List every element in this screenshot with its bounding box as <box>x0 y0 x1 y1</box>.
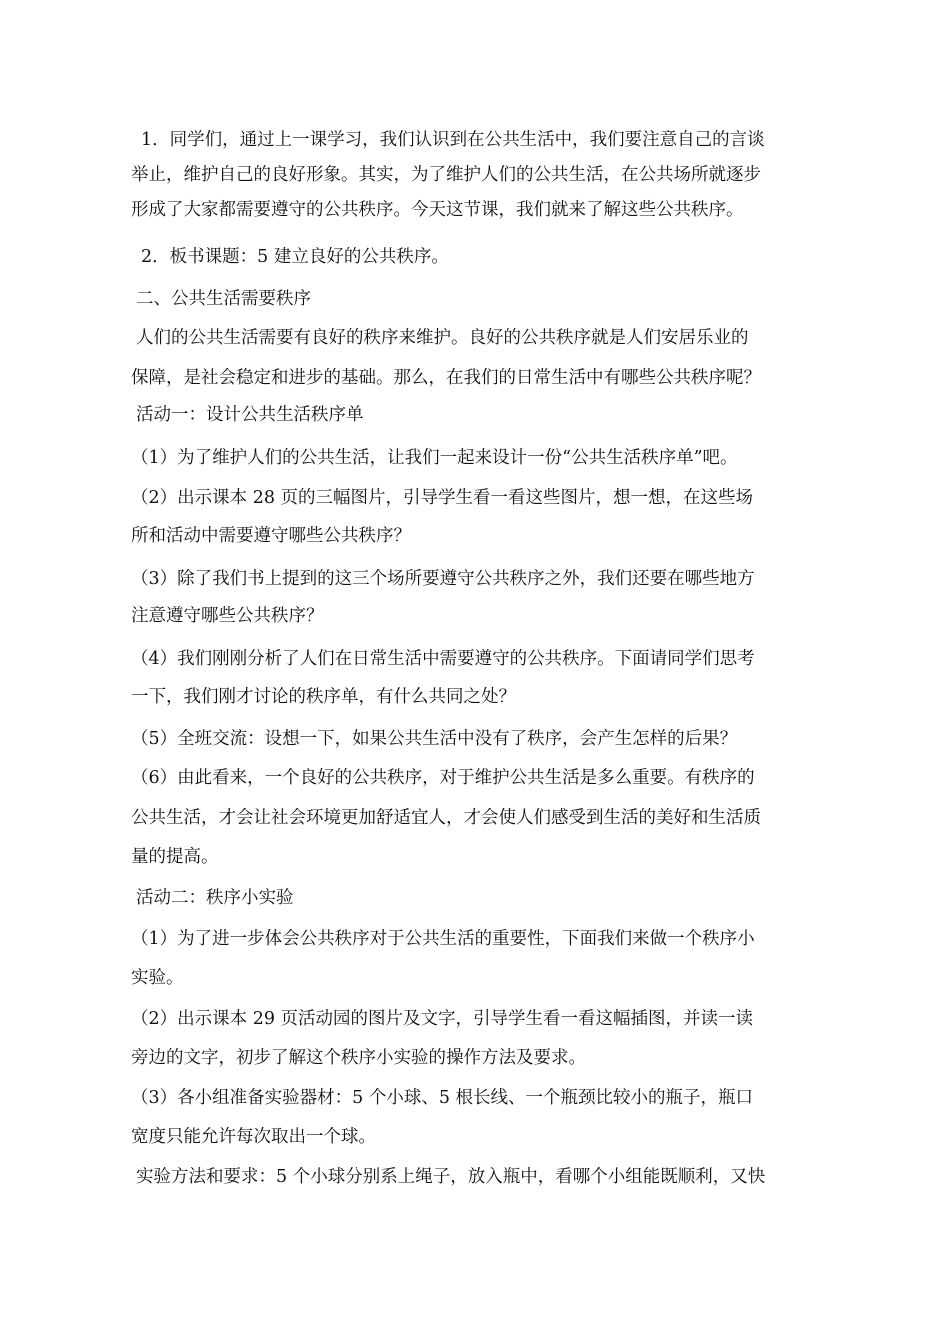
text-line: 量的提高。 <box>131 847 219 867</box>
text-line: 实验。 <box>131 968 184 988</box>
text-line: 所和活动中需要遵守哪些公共秩序？ <box>131 526 411 546</box>
text-line: 旁边的文字，初步了解这个秩序小实验的操作方法及要求。 <box>131 1048 586 1068</box>
text-line: 公共生活，才会让社会环境更加舒适宜人，才会使人们感受到生活的美好和生活质 <box>131 808 761 828</box>
text-line: 实验方法和要求：5 个小球分别系上绳子，放入瓶中，看哪个小组能既顺利，又快 <box>136 1167 766 1187</box>
text-line: 宽度只能允许每次取出一个球。 <box>131 1127 376 1147</box>
text-line: （5）全班交流：设想一下，如果公共生活中没有了秩序，会产生怎样的后果？ <box>131 729 738 749</box>
text-line: （1）为了进一步体会公共秩序对于公共生活的重要性，下面我们来做一个秩序小 <box>131 929 755 949</box>
text-line: （6）由此看来，一个良好的公共秩序，对于维护公共生活是多么重要。有秩序的 <box>131 768 755 788</box>
text-line: 注意遵守哪些公共秩序？ <box>131 606 324 626</box>
text-line: （2）出示课本 28 页的三幅图片，引导学生看一看这些图片，想一想，在这些场 <box>131 488 754 508</box>
section-heading: 二、公共生活需要秩序 <box>136 289 311 309</box>
text-line: （1）为了维护人们的公共生活，让我们一起来设计一份“公共生活秩序单”吧。 <box>131 448 738 468</box>
activity-heading: 活动一：设计公共生活秩序单 <box>136 405 364 425</box>
text-line: 1．同学们，通过上一课学习，我们认识到在公共生活中，我们要注意自己的言谈 <box>141 130 765 150</box>
text-line: 2．板书课题：5 建立良好的公共秩序。 <box>141 247 449 267</box>
text-line: 举止，维护自己的良好形象。其实，为了维护人们的公共生活，在公共场所就逐步 <box>131 165 761 185</box>
text-line: 人们的公共生活需要有良好的秩序来维护。良好的公共秩序就是人们安居乐业的 <box>136 328 749 348</box>
text-line: 形成了大家都需要遵守的公共秩序。今天这节课，我们就来了解这些公共秩序。 <box>131 200 744 220</box>
text-line: 一下，我们刚才讨论的秩序单，有什么共同之处？ <box>131 687 516 707</box>
text-line: 保障，是社会稳定和进步的基础。那么，在我们的日常生活中有哪些公共秩序呢？ <box>131 368 761 388</box>
text-line: （3）除了我们书上提到的这三个场所要遵守公共秩序之外，我们还要在哪些地方 <box>131 569 755 589</box>
text-line: （2）出示课本 29 页活动园的图片及文字，引导学生看一看这幅插图，并读一读 <box>131 1009 754 1029</box>
text-line: （3）各小组准备实验器材：5 个小球、5 根长线、一个瓶颈比较小的瓶子，瓶口 <box>131 1088 754 1108</box>
activity-heading: 活动二：秩序小实验 <box>136 888 294 908</box>
text-line: （4）我们刚刚分析了人们在日常生活中需要遵守的公共秩序。下面请同学们思考 <box>131 649 755 669</box>
